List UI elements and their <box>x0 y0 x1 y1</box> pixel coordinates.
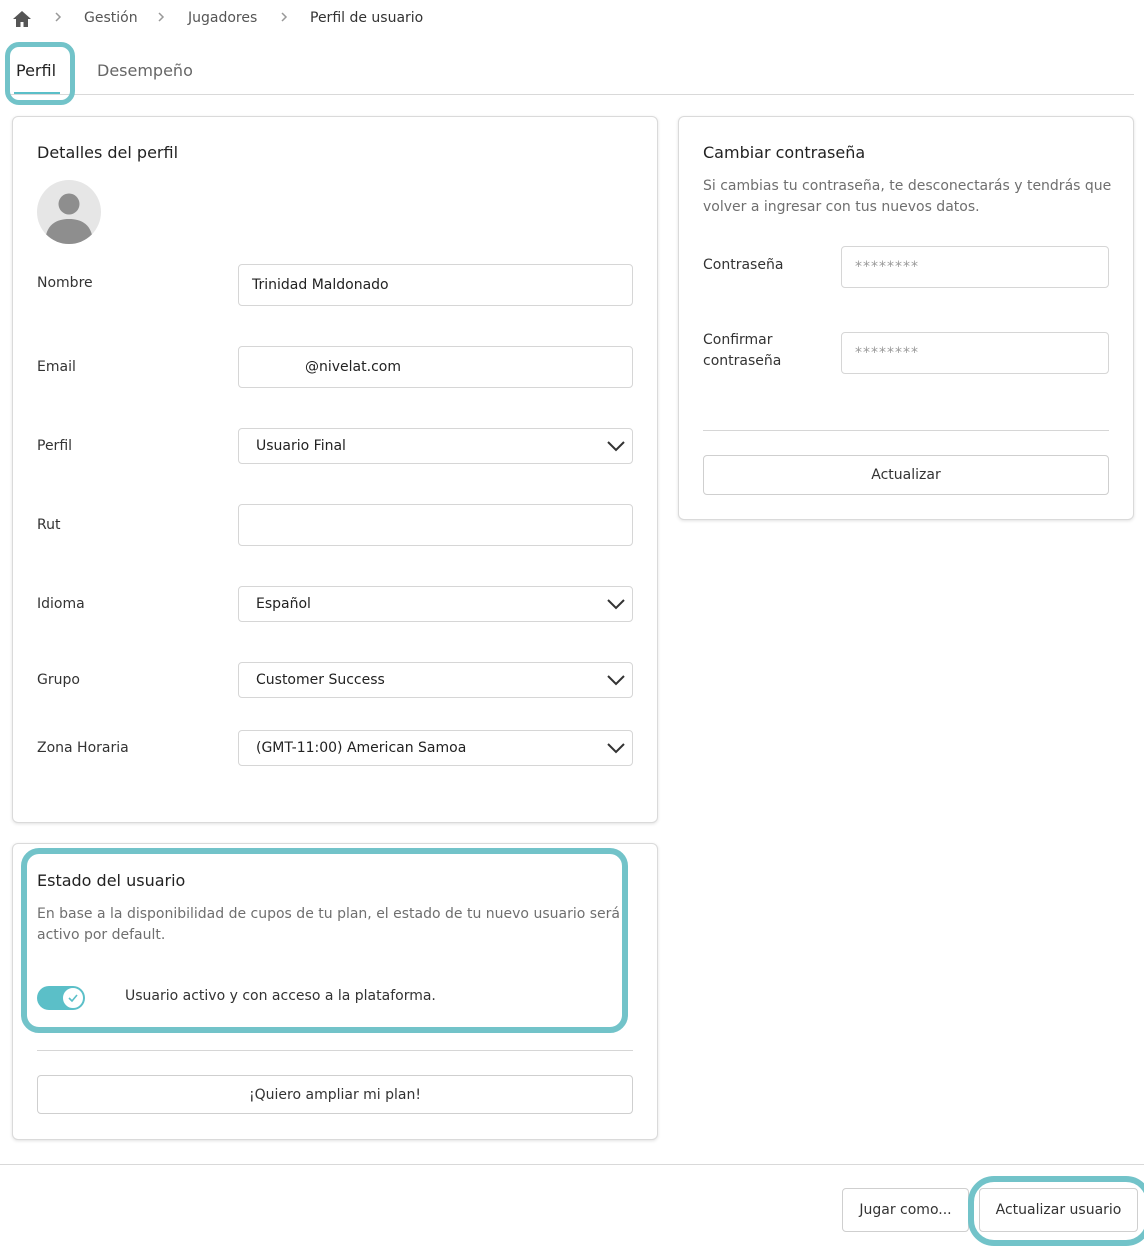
grupo-value: Customer Success <box>256 672 385 688</box>
chevron-right-icon <box>156 10 166 24</box>
perfil-select[interactable] <box>238 428 633 464</box>
email-input[interactable] <box>238 346 633 388</box>
user-silhouette-icon <box>37 180 101 244</box>
breadcrumb <box>0 0 1144 36</box>
user-status-title: Estado del usuario <box>37 871 186 890</box>
chevron-right-icon <box>53 10 63 24</box>
perfil-label: Perfil <box>37 438 73 454</box>
nombre-label: Nombre <box>37 275 93 291</box>
rut-label: Rut <box>37 517 61 533</box>
chevron-down-icon <box>606 439 626 453</box>
update-user-button[interactable]: Actualizar usuario <box>979 1188 1138 1232</box>
change-password-description: Si cambias tu contraseña, te desconectarás y tendrás que volver a ingresar con tus nuevos datos. <box>703 178 1112 215</box>
idioma-value: Español <box>256 596 311 612</box>
idioma-label: Idioma <box>37 596 85 612</box>
profile-details-card <box>12 116 658 823</box>
chevron-right-icon <box>279 10 289 24</box>
change-password-title: Cambiar contraseña <box>703 143 866 162</box>
password-label: Contraseña <box>703 257 784 273</box>
zona-label: Zona Horaria <box>37 740 129 756</box>
user-status-description: En base a la disponibilidad de cupos de tu plan, el estado de tu nuevo usuario será activo por default. <box>37 906 620 943</box>
tab-desempeno[interactable]: Desempeño <box>97 61 193 80</box>
breadcrumb-item-current: Perfil de usuario <box>310 10 424 26</box>
idioma-select[interactable] <box>238 586 633 622</box>
confirm-password-input[interactable] <box>841 332 1109 374</box>
breadcrumb-item-jugadores[interactable]: Jugadores <box>188 10 258 26</box>
grupo-select[interactable] <box>238 662 633 698</box>
password-divider <box>703 430 1109 431</box>
confirm-password-placeholder: ******** <box>855 345 919 361</box>
update-password-button[interactable]: Actualizar <box>703 455 1109 495</box>
nombre-value: Trinidad Maldonado <box>252 277 389 293</box>
breadcrumb-item-gestion[interactable]: Gestión <box>84 10 138 26</box>
password-placeholder: ******** <box>855 259 919 275</box>
play-as-button[interactable]: Jugar como... <box>842 1188 969 1232</box>
rut-input[interactable] <box>238 504 633 546</box>
expand-plan-button[interactable]: ¡Quiero ampliar mi plan! <box>37 1075 633 1114</box>
home-icon[interactable] <box>12 9 32 29</box>
chevron-down-icon <box>606 741 626 755</box>
chevron-down-icon <box>606 673 626 687</box>
user-active-toggle[interactable] <box>37 986 85 1010</box>
tab-perfil[interactable]: Perfil <box>16 61 57 80</box>
user-active-label: Usuario activo y con acceso a la plataforma. <box>125 988 436 1004</box>
avatar[interactable] <box>37 180 101 244</box>
email-label: Email <box>37 359 76 375</box>
tabs-divider <box>8 94 1134 95</box>
check-icon <box>68 994 78 1002</box>
password-input[interactable] <box>841 246 1109 288</box>
chevron-down-icon <box>606 597 626 611</box>
zona-value: (GMT-11:00) American Samoa <box>256 740 467 756</box>
status-divider <box>37 1050 633 1051</box>
zona-select[interactable] <box>238 730 633 766</box>
nombre-input[interactable] <box>238 264 633 306</box>
confirm-password-label: Confirmar contraseña <box>703 332 782 369</box>
email-value: @nivelat.com <box>305 359 401 375</box>
perfil-value: Usuario Final <box>256 438 346 454</box>
profile-details-title: Detalles del perfil <box>37 143 179 162</box>
toggle-knob <box>62 987 84 1009</box>
grupo-label: Grupo <box>37 672 80 688</box>
footer-divider <box>0 1164 1144 1165</box>
